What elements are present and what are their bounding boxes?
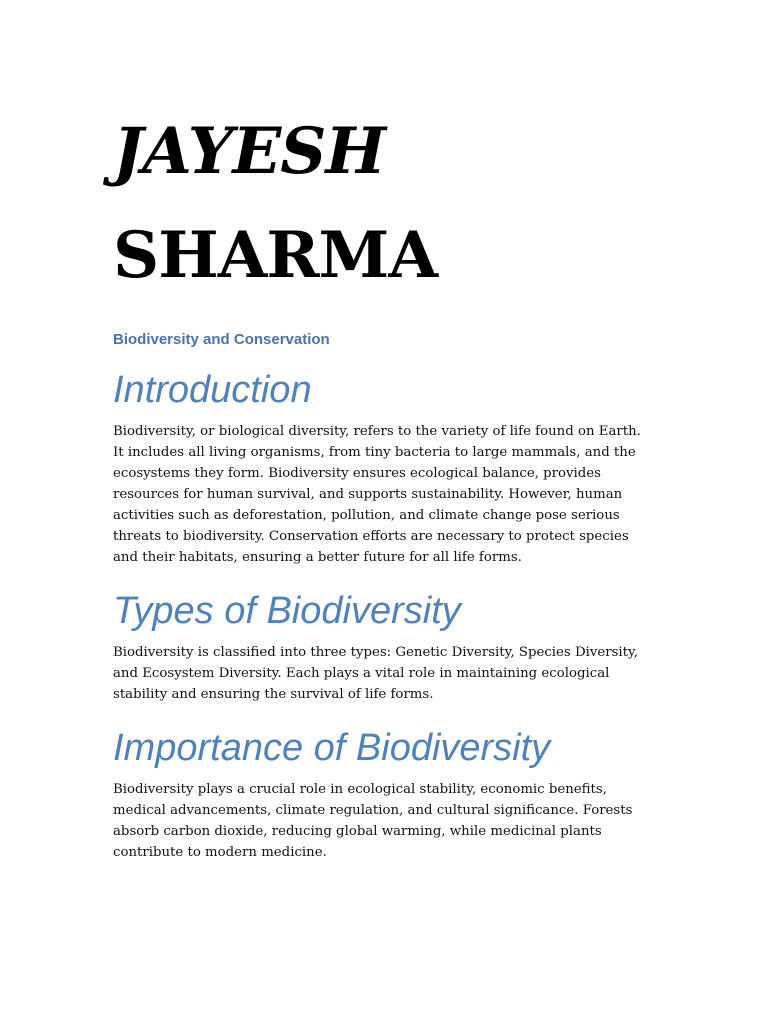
author-first-name: JAYESH [113,114,385,189]
section-body-types: Biodiversity is classified into three types: Genetic Diversity, Species Diversity, and Ecosystem Diversity. Each plays a vital role in maintaining ecological stability and ensuring the survival of life forms. [113,645,638,702]
section-body-introduction: Biodiversity, or biological diversity, refers to the variety of life found on Earth. It includes all living organisms, from tiny bacteria to large mammals, and the ecosystems they form. Biodiversity ensures ecological balance, provides resources for human survival, and supports sustainability. However, human activities such as deforestation, pollution, and climate change pose serious threats to biodiversity. Conservation efforts are necessary to protect species and their habitats, ensuring a better future for all life forms. [113,424,641,565]
author-last-name: SHARMA [113,218,438,293]
author-name [113,100,653,308]
section-body-importance: Biodiversity plays a crucial role in ecological stability, economic benefits, medical advancements, climate regulation, and cultural significance. Forests absorb carbon dioxide, reducing global warming, while medicinal plants contribute to modern medicine. [113,782,633,860]
section-heading-types: Types of Biodiversity [113,590,461,632]
section-heading-importance: Importance of Biodiversity [113,727,551,769]
section-heading-introduction: Introduction [113,369,312,411]
document-content [113,100,653,863]
document-subtitle: Biodiversity and Conservation [113,331,330,348]
